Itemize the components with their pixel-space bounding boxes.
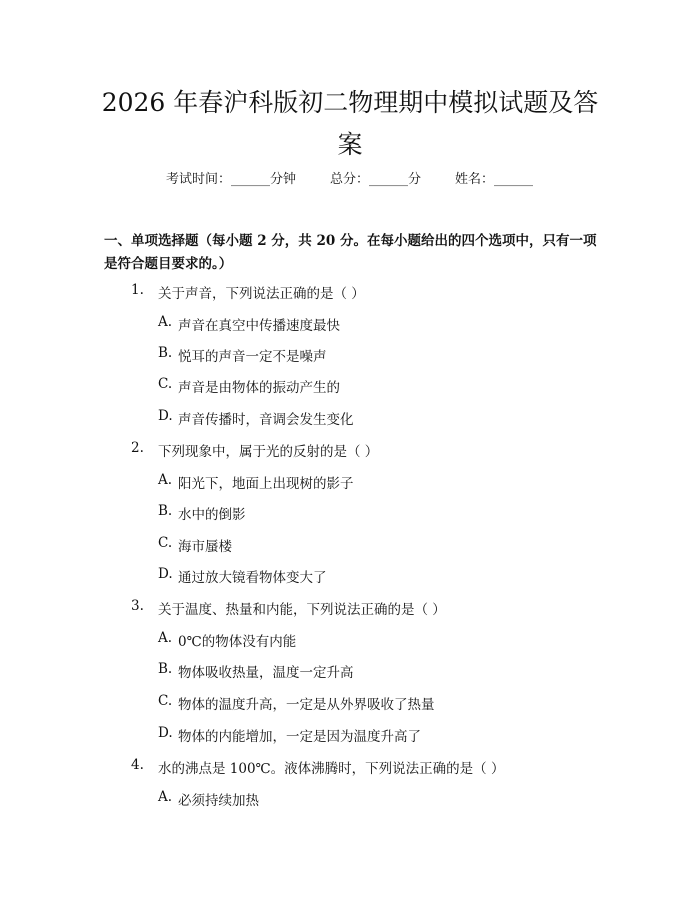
option-letter: A. (158, 630, 173, 646)
option-text: 声音传播时，音调会发生变化 (178, 412, 354, 428)
option-text: 海市蜃楼 (178, 539, 232, 555)
option-letter: C. (158, 376, 173, 392)
option-letter: D. (158, 408, 173, 424)
option-letter: B. (158, 503, 173, 519)
question-text: 关于温度、热量和内能，下列说法正确的是（ ） (158, 602, 446, 618)
option-letter: B. (158, 345, 173, 361)
option-text: 物体的温度升高，一定是从外界吸收了热量 (178, 697, 435, 713)
question-number: 3. (131, 598, 144, 614)
document-title (60, 82, 640, 166)
question-number: 2. (131, 440, 144, 456)
option-text: 0℃的物体没有内能 (178, 634, 297, 650)
section-heading-line-2: 是符合题目要求的。） (104, 256, 233, 272)
option-text: 物体吸收热量，温度一定升高 (178, 665, 354, 681)
exam-time-label: 考试时间：______分钟 (166, 172, 297, 187)
total-score-label: 总分：______分 (330, 172, 422, 187)
option-text: 声音是由物体的振动产生的 (178, 380, 340, 396)
option-letter: A. (158, 472, 173, 488)
option-letter: C. (158, 535, 173, 551)
question-number: 4. (131, 757, 144, 773)
question-text: 关于声音，下列说法正确的是（ ） (158, 286, 365, 302)
student-name-label: 姓名：______ (455, 172, 534, 187)
option-letter: D. (158, 566, 173, 582)
option-text: 物体的内能增加，一定是因为温度升高了 (178, 729, 421, 745)
question-number: 1. (131, 282, 144, 298)
title-line-2: 案 (337, 130, 363, 159)
option-text: 悦耳的声音一定不是噪声 (178, 349, 327, 365)
section-heading-line-1: 一、单项选择题（每小题 2 分，共 20 分。在每小题给出的四个选项中，只有一项 (104, 233, 597, 249)
section-heading (104, 230, 604, 276)
option-letter: C. (158, 693, 173, 709)
option-letter: D. (158, 725, 173, 741)
option-letter: A. (158, 314, 173, 330)
option-text: 声音在真空中传播速度最快 (178, 318, 340, 334)
option-text: 通过放大镜看物体变大了 (178, 570, 327, 586)
option-letter: B. (158, 661, 173, 677)
option-text: 阳光下，地面上出现树的影子 (178, 476, 354, 492)
question-text: 水的沸点是 100℃。液体沸腾时，下列说法正确的是（ ） (158, 761, 505, 777)
option-text: 水中的倒影 (178, 507, 246, 523)
option-text: 必须持续加热 (178, 793, 259, 809)
title-line-1: 2026 年春沪科版初二物理期中模拟试题及答 (101, 88, 599, 117)
question-text: 下列现象中，属于光的反射的是（ ） (158, 444, 379, 460)
option-letter: A. (158, 789, 173, 805)
